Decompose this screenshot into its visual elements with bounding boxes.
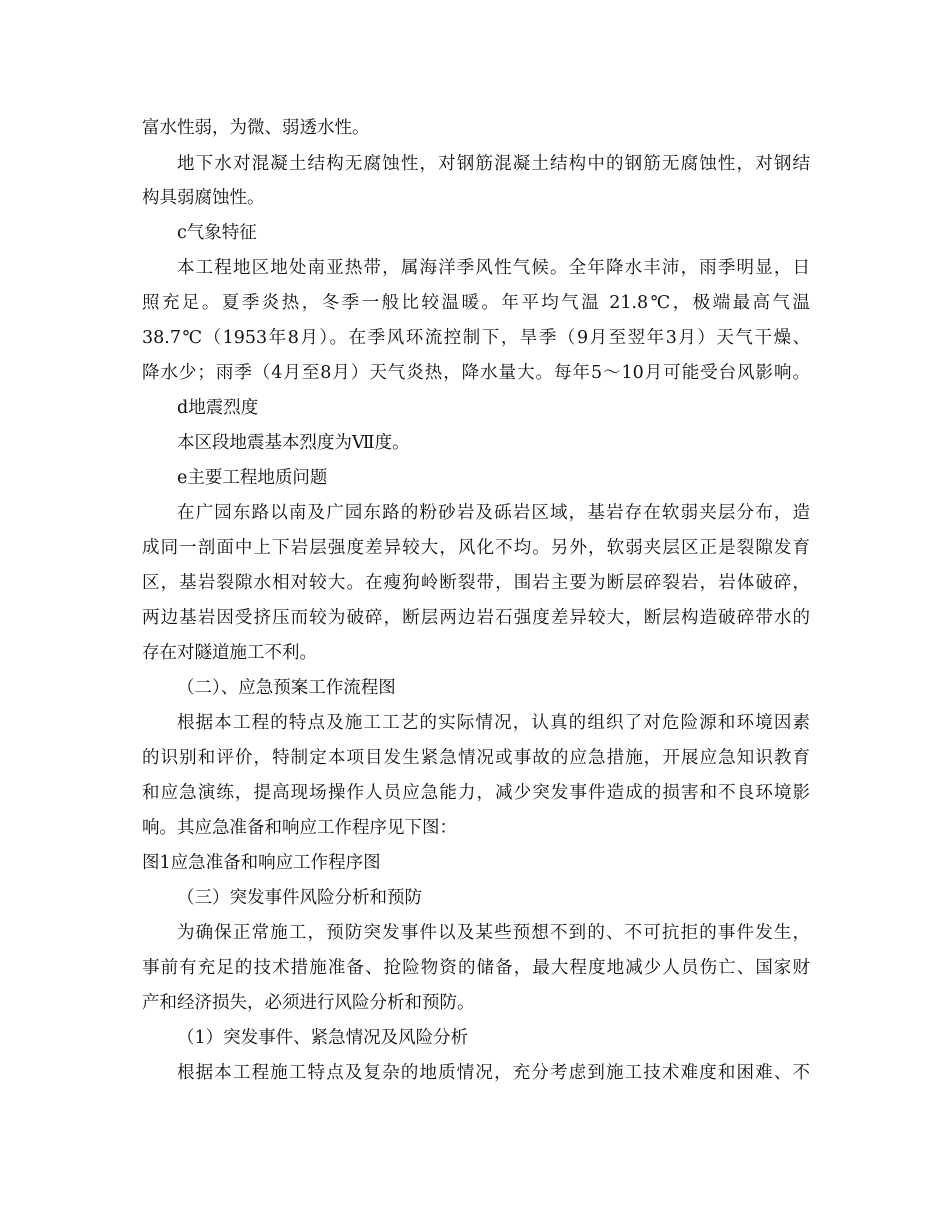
text-line: 存在对隧道施工不利。 <box>142 643 317 663</box>
text-line: 产和经济损失，必须进行风险分析和预防。 <box>142 993 475 1013</box>
text-line: 本工程地区地处南亚热带，属海洋季风性气候。全年降水丰沛，雨季明显，日 <box>177 258 810 278</box>
section-heading: （1）突发事件、紧急情况及风险分析 <box>177 1028 469 1048</box>
text-line: 构具弱腐蚀性。 <box>142 188 265 208</box>
text-line: 降水少；雨季（4月至8月）天气炎热，降水量大。每年5～10月可能受台风影响。 <box>142 363 810 383</box>
text-line: 事前有充足的技术措施准备、抢险物资的储备，最大程度地减少人员伤亡、国家财 <box>142 958 810 978</box>
text-line: 地下水对混凝土结构无腐蚀性，对钢筋混凝土结构中的钢筋无腐蚀性，对钢结 <box>177 154 810 174</box>
text-line: 根据本工程的特点及施工工艺的实际情况，认真的组织了对危险源和环境因素 <box>177 713 810 733</box>
text-line: 两边基岩因受挤压而较为破碎，断层两边岩石强度差异较大，断层构造破碎带水的 <box>142 608 810 628</box>
text-line: 为确保正常施工，预防突发事件以及某些预想不到的、不可抗拒的事件发生， <box>177 923 810 943</box>
section-heading: c气象特征 <box>177 223 257 243</box>
text-line: 富水性弱，为微、弱透水性。 <box>142 118 370 138</box>
text-line: 的识别和评价，特制定本项目发生紧急情况或事故的应急措施，开展应急知识教育 <box>142 748 810 768</box>
text-line: 照充足。夏季炎热，冬季一般比较温暖。年平均气温 21.8℃，极端最高气温 <box>142 293 810 313</box>
text-line: 根据本工程施工特点及复杂的地质情况，充分考虑到施工技术难度和困难、不 <box>177 1063 810 1083</box>
text-line: 和应急演练，提高现场操作人员应急能力，减少突发事件造成的损害和不良环境影 <box>142 783 810 803</box>
section-heading: （二）、应急预案工作流程图 <box>177 678 396 698</box>
section-heading: d地震烈度 <box>177 398 259 418</box>
text-line: 响。其应急准备和响应工作程序见下图： <box>142 818 457 838</box>
text-line: 成同一剖面中上下岩层强度差异较大，风化不均。另外，软弱夹层区正是裂隙发育 <box>142 538 810 558</box>
text-line: 区，基岩裂隙水相对较大。在瘦狗岭断裂带，围岩主要为断层碎裂岩，岩体破碎， <box>142 573 810 593</box>
text-line: 在广园东路以南及广园东路的粉砂岩及砾岩区域，基岩存在软弱夹层分布，造 <box>177 503 810 523</box>
text-line: 38.7℃（1953年8月）。在季风环流控制下，旱季（9月至翌年3月）天气干燥、 <box>142 328 810 348</box>
section-heading: e主要工程地质问题 <box>177 468 328 488</box>
text-line: 本区段地震基本烈度为Ⅶ度。 <box>177 433 410 453</box>
figure-caption: 图1应急准备和响应工作程序图 <box>142 853 381 873</box>
section-heading: （三）突发事件风险分析和预防 <box>177 888 422 908</box>
